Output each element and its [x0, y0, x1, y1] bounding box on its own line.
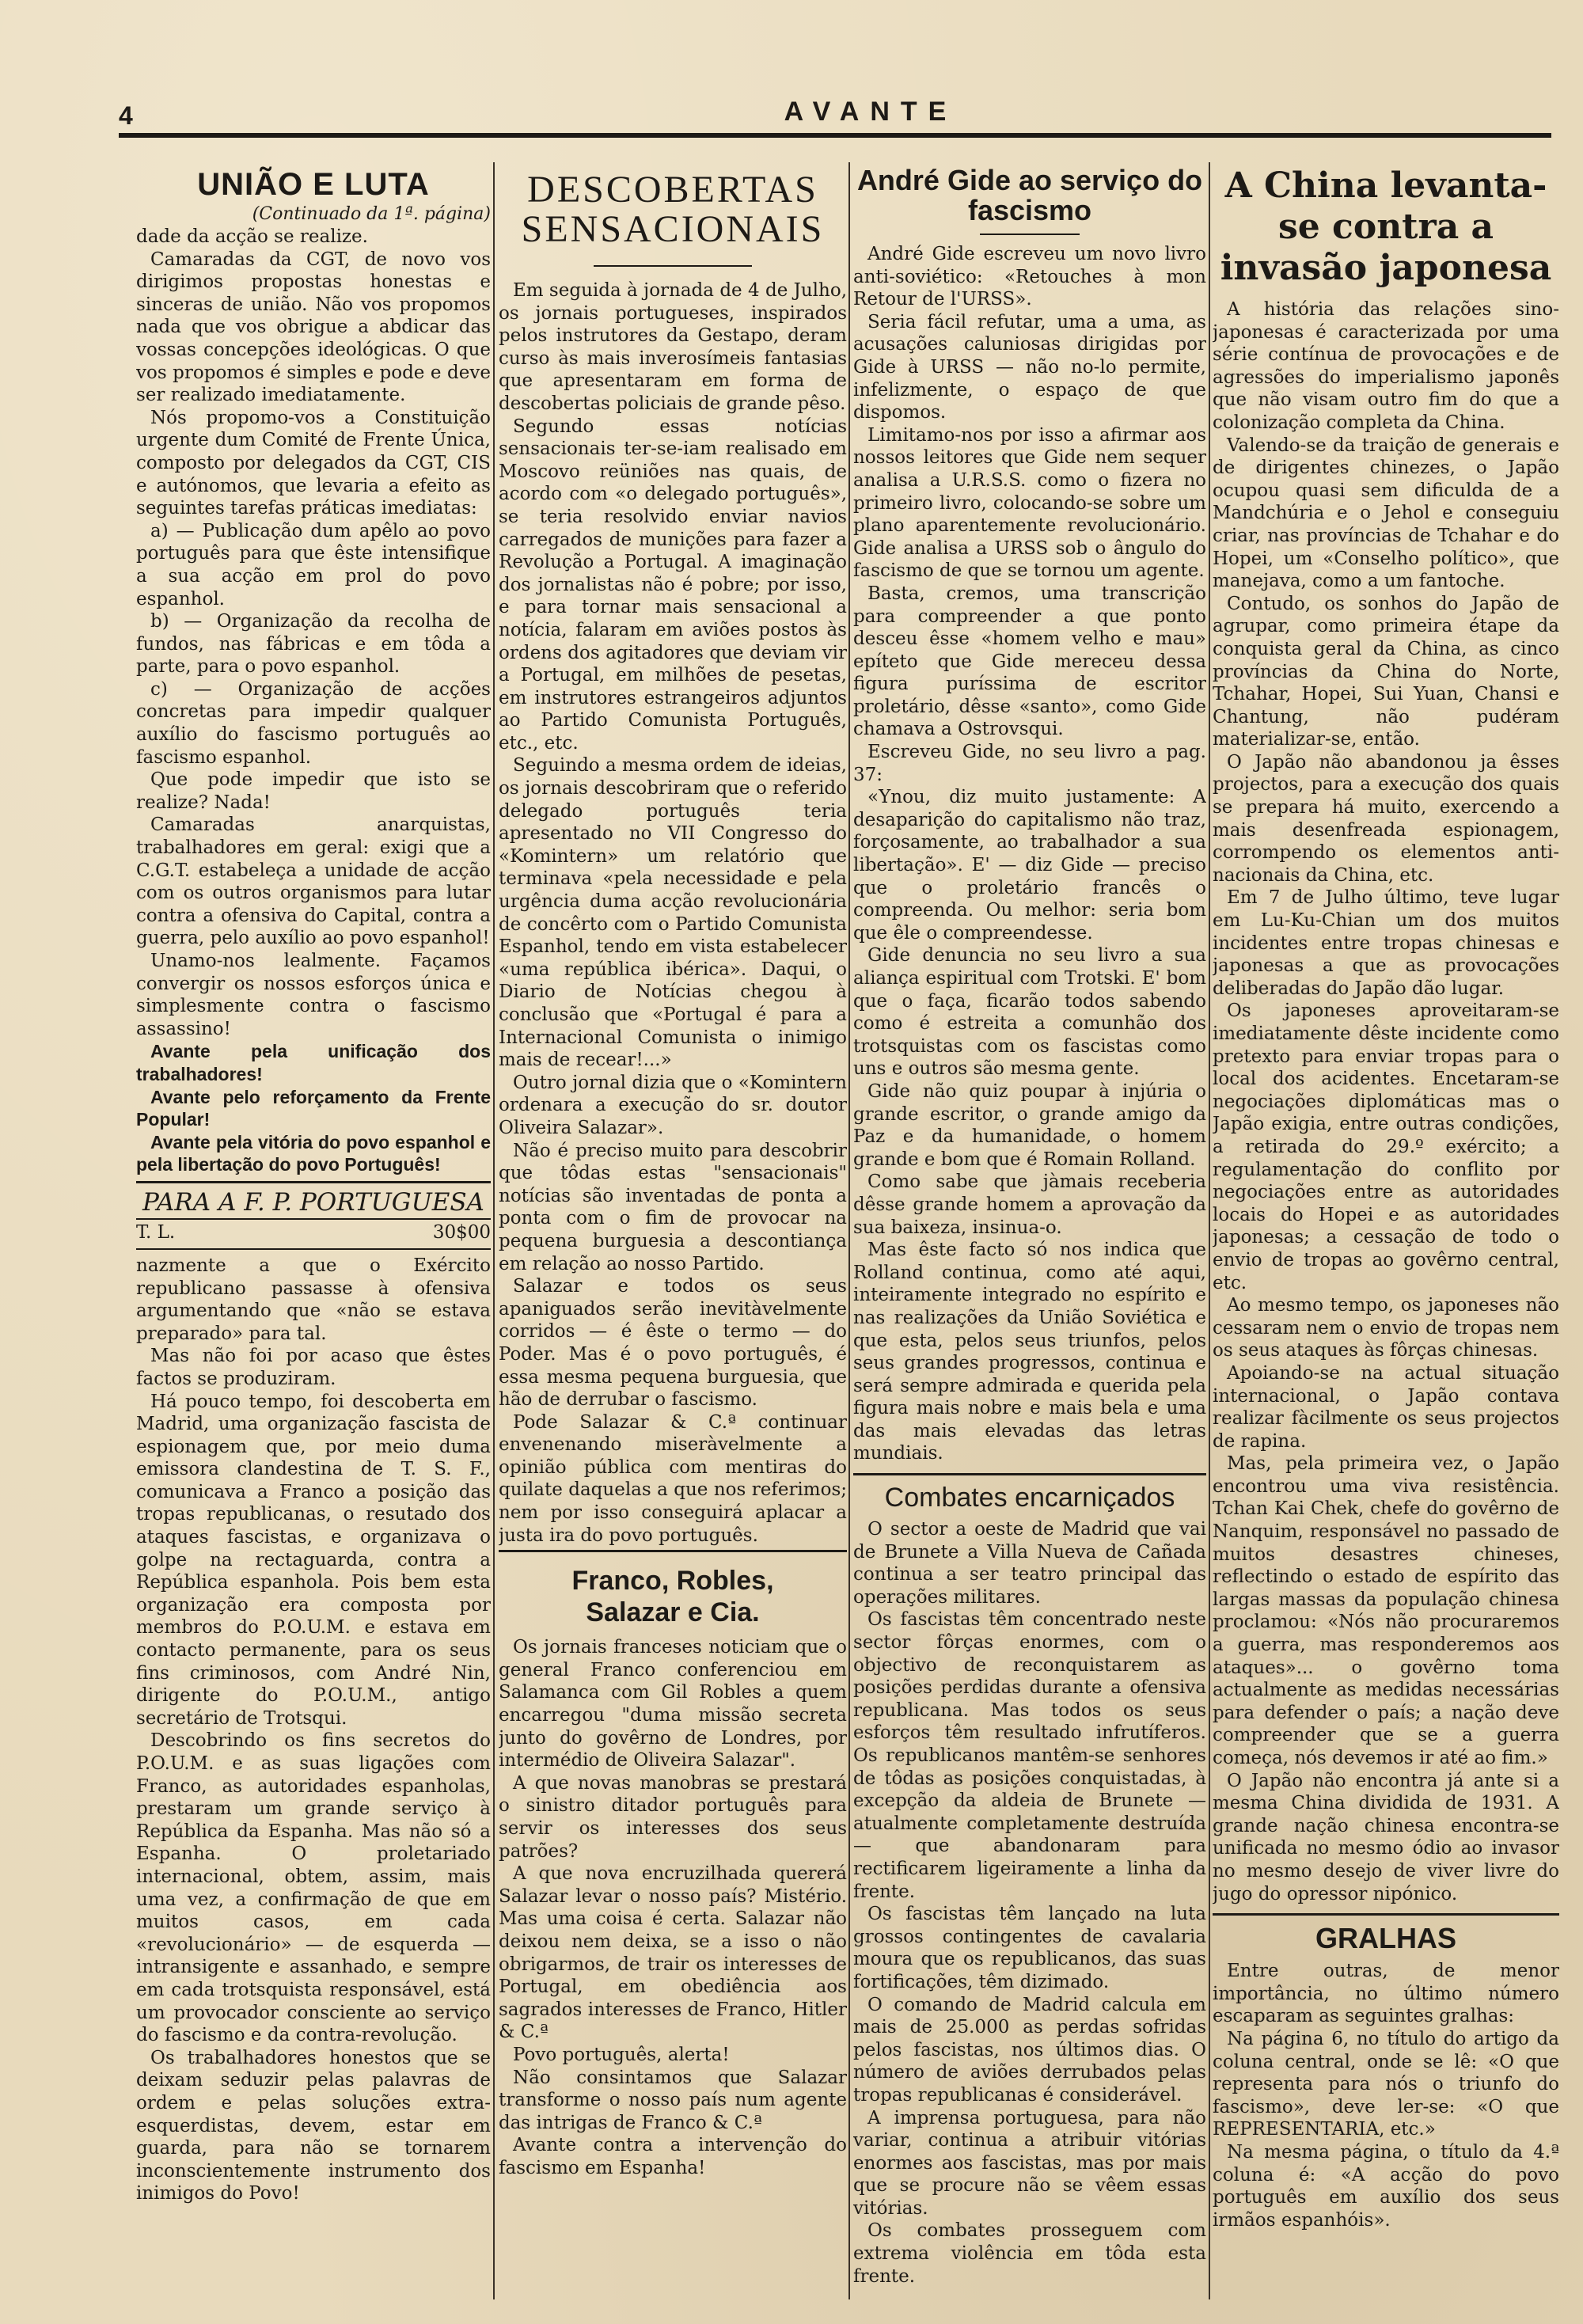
- call-slogan: Avante pela vitória do povo espanhol e pela libertação do povo Português!: [136, 1131, 491, 1175]
- paragraph: A que nova encruzilhada quererá Salazar levar o nosso país? Mistério. Mas uma coisa é certa. Salazar não deixou nem deixa, se a isso o não obrigarmos, de trair os interesses de Portugal, em obediência aos sagrados interesses de Franco, Hitler & C.ª: [499, 1863, 847, 2043]
- column-rule: [493, 162, 495, 2299]
- paragraph: A imprensa portuguesa, para não variar, continua a atribuir vitórias enormes aos fascistas, mas por mais que se procure não se vêem essas vitórias.: [853, 2107, 1206, 2219]
- article-heading: UNIÃO E LUTA: [197, 167, 430, 202]
- divider: [980, 234, 1080, 235]
- divider: [594, 265, 752, 267]
- paragraph: Basta, cremos, uma transcrição para compreender a que ponto desceu êsse «homem velho e mau» epíteto que Gide mereceu dessa figura puríssima de escritor proletário, dêsse «santo», como Gide chamava a Ostrovsqui.: [853, 583, 1206, 740]
- call-slogan: Avante pela unificação dos trabalhadores!: [136, 1041, 491, 1084]
- paragraph: Nós propomo-vos a Constituição urgente dum Comité de Frente Única, composto por delegados da CGT, CIS e autónomos, que levaria a efeito as seguintes tarefas práticas imediatas:: [136, 407, 491, 519]
- paragraph: Na mesma página, o título da 4.ª coluna é: «A acção do povo português em auxílio dos seus irmãos espanhóis».: [1213, 2141, 1559, 2231]
- paragraph: Os trabalhadores honestos que se deixam seduzir pelas palavras de ordem e pelas soluções extra-esquerdistas, devem, estar em guarda, para não se tornarem inconscientemente instrumento dos inimigos do Povo!: [136, 2047, 491, 2204]
- paragraph: A que novas manobras se prestará o sinistro ditador português para servir os interesses dos seus patrões?: [499, 1772, 847, 1862]
- continued-note: (Continuado da 1ª. página): [252, 204, 491, 224]
- paragraph: Os combates prosseguem com extrema violência em tôda esta frente.: [853, 2220, 1206, 2287]
- paragraph: Descobrindo os fins secretos do P.O.U.M. e as suas ligações com Franco, as autoridades espanholas, prestaram um grande serviço à República da Espanha. Mas não só a Espanha. O proletariado internacional, obtem, assim, mais uma vez, a confirmação de que em muitos casos, em cada «revolucionário» — de esquerda — intransigente e assanhado, e sempre em cada trotsquista responsável, está um provocador consciente ao serviço do fascismo e da contra-revolução.: [136, 1730, 491, 2046]
- column-rule: [848, 162, 850, 2299]
- divider: [136, 1181, 491, 1183]
- paragraph: Valendo-se da traição de generais e de dirigentes chinezes, o Japão ocupou quasi sem dificulda de a Mandchúria e o Jehol e conseguiu criar, nas províncias de Tchahar e do Hopei, um «Conselho político», que manejava, como a um fantoche.: [1213, 435, 1559, 592]
- article-heading: [499, 1550, 847, 1628]
- heading-line: Salazar e Cia.: [586, 1597, 760, 1628]
- paragraph: Entre outras, de menor importância, no último número escaparam as seguintes gralhas:: [1213, 1961, 1559, 2027]
- article-heading: A China levanta-se contra a invasão japonesa: [1220, 165, 1552, 288]
- column-andre-gide: [853, 162, 1206, 2307]
- paragraph: Mas, pela primeira vez, o Japão encontrou uma viva resistência. Tchan Kai Chek, chefe do govêrno de Nanquim, responsável no passado de muitos desastres chineses, reflectindo o estado de espírito das largas massas da população chinesa proclamou: «Nós não procuraremos a guerra, mas responderemos aos ataques»... o govêrno toma actualmente as medidas necessárias para defender o país; a nação deve compreender que se a guerra começa, nós devemos ir até ao fim.»: [1213, 1453, 1559, 1768]
- paragraph: Em seguida à jornada de 4 de Julho, os jornais portugueses, inspirados pelos instrutores da Gestapo, deram curso às mais inverosímeis fantasias que apresentaram em forma de descobertas policiais de grande pêso.: [499, 280, 847, 414]
- paragraph: Camaradas anarquistas, trabalhadores em geral: exigi que a C.G.T. estabeleça a unidade de acção com os outros organismos para lutar contra a ofensiva do Capital, contra a guerra, pelo auxílio ao povo espanhol!: [136, 815, 491, 949]
- article-heading: André Gide ao serviço do fascismo: [856, 164, 1203, 226]
- divider: [136, 1248, 491, 1250]
- paragraph: Pode Salazar & C.ª continuar envenenando miseràvelmente a opinião pública com mentiras do quilate daquelas a que nos referimos; nem por isso conseguirá aplacar a justa ira do povo português.: [499, 1411, 847, 1546]
- column-rule: [1209, 162, 1210, 2299]
- paragraph: Não é preciso muito para descobrir que tôdas estas "sensacionais" notícias são inventadas de ponta a ponta com o fim de provocar na pequena burguesia a descontiança em relação ao nosso Partido.: [499, 1140, 847, 1274]
- paragraph: Seria fácil refutar, uma a uma, as acusações caluniosas dirigidas por Gide à URSS — não no-lo permite, infelizmente, o espaço de que dispomos.: [853, 311, 1206, 423]
- paragraph: Ao mesmo tempo, os japoneses não cessaram nem o envio de tropas nem os seus ataques às fôrças chinesas.: [1213, 1295, 1559, 1361]
- paragraph: Povo português, alerta!: [513, 2044, 730, 2065]
- paragraph: Em 7 de Julho último, teve lugar em Lu-Ku-Chian um dos muitos incidentes entre tropas chinesas e japonesas a que as provocações deliberadas do Japão dão lugar.: [1213, 887, 1559, 999]
- article-heading: [499, 170, 847, 249]
- subscription-heading: PARA A F. P. PORTUGUESA: [136, 1188, 491, 1220]
- paragraph: Unamo-nos lealmente. Façamos convergir os nossos esforços única e simplesmente contra o fascismo assassino!: [136, 951, 491, 1039]
- paragraph: Na página 6, no título do artigo da coluna central, onde se lê: «O que representa para nós o triunfo do fascismo», deve ler-se: «O que REPRESENTARIA, etc.»: [1213, 2028, 1559, 2140]
- heading-line: DESCOBERTAS: [527, 169, 818, 211]
- heading-line: SENSACIONAIS: [521, 208, 825, 250]
- paragraph: Seguindo a mesma ordem de ideias, os jornais descobriram que o referido delegado português teria apresentado no VII Congresso do «Komintern» um relatório que terminava «pela necessidade e pela urgência duma acção revolucionária de concêrto com o Partido Comunista Espanhol, tendo em vista estabelecer «uma república ibérica». Daqui, o Diario de Notícias chegou à conclusão que «Portugal é para a Internacional Comunista o inimigo mais de recear!...»: [499, 755, 847, 1071]
- paragraph: Segundo essas notícias sensacionais ter-se-iam realisado em Moscovo reüniões nas quais, de acordo com «o delegado português», se teria resolvido enviar navios carregados de munições para fazer a Revolução a Portugal. A imaginação dos jornalistas não é pobre; por isso, e para tornar mais sensacional a notícia, falaram em aviões postos às ordens dos agitadores que deviam vir a Portugal, em milhões de pesetas, em instrutores estrangeiros adjuntos ao Partido Comunista Português, etc., etc.: [499, 416, 847, 754]
- paragraph: «Ynou, diz muito justamente: A desaparição do capitalismo não traz, forçosamente, ao trabalhador a sua libertação». E' — diz Gide — preciso que o proletário francês o compreenda. Ou melhor: seria bom que êle o compreendesse.: [853, 787, 1206, 944]
- paragraph: André Gide escreveu um novo livro anti-soviético: «Retouches à mon Retour de l'URSS».: [853, 244, 1206, 310]
- paragraph: Escreveu Gide, no seu livro a pag. 37:: [853, 742, 1206, 785]
- paragraph: O comando de Madrid calcula em mais de 25.000 as perdas sofridas pelos fascistas, nos últimos dias. O número de aviões derrubados pelas tropas republicanas é considerável.: [853, 1994, 1206, 2106]
- paragraph: Gide denuncia no seu livro a sua aliança espiritual com Trotski. E' bom que o faça, ficarão todos sabendo como é estreita a comunhão dos trotsquistas com os fascistas como uns e outros são mesma gente.: [853, 945, 1206, 1080]
- paragraph: Que pode impedir que isto se realize? Nada!: [136, 769, 491, 813]
- paragraph: Mas não foi por acaso que êstes factos se produziram.: [136, 1346, 491, 1389]
- paragraph: O Japão não encontra já ante si a mesma China dividida de 1931. A grande nação chinesa encontra-se unificada no mesmo ódio ao invasor no mesmo desejo de viver livre do jugo do opressor nipónico.: [1213, 1770, 1559, 1904]
- masthead: [119, 95, 1551, 138]
- paragraph: a) — Publicação dum apêlo ao povo português para que êste intensifique a sua acção em prol do povo espanhol.: [136, 520, 491, 609]
- paragraph: Não consintamos que Salazar transforme o nosso país num agente das intrigas de Franco & C.ª: [499, 2067, 847, 2133]
- article-heading: Combates encarniçados: [853, 1473, 1206, 1513]
- paragraph: Os fascistas têm concentrado neste sector fôrças enormes, com o objectivo de reconquistarem as posições perdidas durante a ofensiva republicana. Mas todos os seus esforços têm resultado infrutíferos. Os republicanos mantêm-se senhores de tôdas as posições conquistadas, à excepção da aldeia de Brunete — atualmente completamente destruída — que abandonaram para rectificarem ligeiramente a linha da frente.: [853, 1609, 1206, 1902]
- call-slogan: Avante pelo reforçamento da Frente Popular!: [136, 1086, 491, 1130]
- article-heading: GRALHAS: [1213, 1913, 1559, 1955]
- paragraph: Apoiando-se na actual situação internacional, o Japão contava realizar fàcilmente os seus projectos de rapina.: [1213, 1362, 1559, 1452]
- paragraph: Outro jornal dizia que o «Komintern ordenara a execução do sr. doutor Oliveira Salazar».: [499, 1072, 847, 1138]
- column-china: [1213, 162, 1559, 2307]
- subscription-label: T. L.: [136, 1221, 176, 1243]
- subscription-row: [136, 1221, 491, 1244]
- newspaper-title: AVANTE: [784, 97, 958, 127]
- paragraph: b) — Organização da recolha de fundos, nas fábricas e em tôda a parte, para o povo espanhol.: [136, 611, 491, 678]
- paragraph: Salazar e todos os seus apaniguados serão inevitàvelmente corridos — é êste o termo — do Poder. Mas é o povo português, é essa mesma pequena burguesia, que hão de derrubar o fascismo.: [499, 1276, 847, 1411]
- paragraph: Os fascistas têm lançado na luta grossos contingentes de cavalaria moura que os republicanos, das suas fortificações, têm dizimado.: [853, 1904, 1206, 1992]
- heading-line: Franco, Robles,: [571, 1566, 774, 1597]
- paragraph: Camaradas da CGT, de novo vos dirigimos propostas honestas e sinceras de união. Não vos propomos nada que vos obrigue a abdicar das vossas concepções ideológicas. O que vos propomos é simples e pode e deve ser realizado imediatamente.: [136, 249, 491, 406]
- paragraph: Há pouco tempo, foi descoberta em Madrid, uma organização fascista de espionagem que, por meio duma emissora clandestina de T. S. F., comunicava a Franco a posição das tropas republicanas, o resutado dos ataques fascistas, e organizava o golpe na rectaguarda, contra a República espanhola. Pois bem esta organização era composta por membros do P.O.U.M. e estava em contacto permanente, para os seus fins criminosos, com André Nin, dirigente do P.O.U.M., antigo secretário de Trotsqui.: [136, 1391, 491, 1729]
- paragraph: Os jornais franceses noticiam que o general Franco conferenciou em Salamanca com Gil Robles a quem encarregou "duma missão secreta junto do govêrno de Londres, por intermédio de Oliveira Salazar".: [499, 1637, 847, 1771]
- paragraph: Como sabe que jàmais receberia dêsse grande homem a aprovação da sua baixeza, insinua-o.: [853, 1171, 1206, 1238]
- paragraph: O Japão não abandonou ja êsses projectos, para a execução dos quais se prepara há muito, exercendo a mais desenfreada espionagem, corrompendo os elementos anti-nacionais da China, etc.: [1213, 751, 1559, 886]
- paragraph: Limitamo-nos por isso a afirmar aos nossos leitores que Gide nem sequer analisa a U.R.S.S. como o fizera no primeiro livro, colocando-se sobre um plano aparentemente revolucionário. Gide analisa a URSS sob o ângulo do fascismo de que se tornou um agente.: [853, 424, 1206, 582]
- subscription-amount: 30$00: [432, 1221, 491, 1243]
- paragraph: Contudo, os sonhos do Japão de agrupar, como primeira étape da conquista geral da China, as cinco províncias da China do Norte, Tchahar, Hopei, Sui Yuan, Chansi e Chantung, não pudéram materializar-se, então.: [1213, 593, 1559, 750]
- paragraph: Os japoneses aproveitaram-se imediatamente dêste incidente como pretexto para enviar tropas para o local dos acidentes. Encetaram-se negociações diplomáticas mas o Japão exigia, entre outras condições, a retirada do 29.º exército; a regulamentação do conflito por negociações entre as autoridades locais do Hopei e as autoridades japonesas; a cessação de todo o envio de tropas ao govêrno central, etc.: [1213, 1001, 1559, 1293]
- paragraph: dade da acção se realize.: [136, 226, 368, 247]
- column-uniao-e-luta: [136, 162, 491, 2307]
- paragraph: nazmente a que o Exército republicano passasse à ofensiva argumentando que «não se estava preparado» para tal.: [136, 1255, 491, 1344]
- page-number: 4: [119, 101, 133, 130]
- paragraph: c) — Organização de acções concretas para impedir qualquer auxílio do fascismo português ao fascismo espanhol.: [136, 678, 491, 768]
- paragraph: O sector a oeste de Madrid que vai de Brunete a Villa Nueva de Cañada continua a ser teatro principal das operações militares.: [853, 1519, 1206, 1608]
- paragraph: A história das relações sino-japonesas é caracterizada por uma série contínua de provocações e de agressões do imperialismo japonês que não visam outro fim do que a colonização completa da China.: [1213, 299, 1559, 433]
- paragraph: Avante contra a intervenção do fascismo em Espanha!: [499, 2135, 847, 2178]
- column-descobertas-sensacionais: [499, 162, 847, 2307]
- paragraph: Mas êste facto só nos indica que Rolland continua, como até aqui, inteiramente integrado no espírito e nas realizações da União Soviética e que esta, pelos seus triunfos, pelos seus grandes progressos, continua e será sempre admirada e querida pela figura mais nobre e mais bela e uma das mais elevadas das letras mundiais.: [853, 1240, 1206, 1464]
- paragraph: Gide não quiz poupar à injúria o grande escritor, o grande amigo da Paz e da humanidade, o homem grande e bom que é Romain Rolland.: [853, 1080, 1206, 1170]
